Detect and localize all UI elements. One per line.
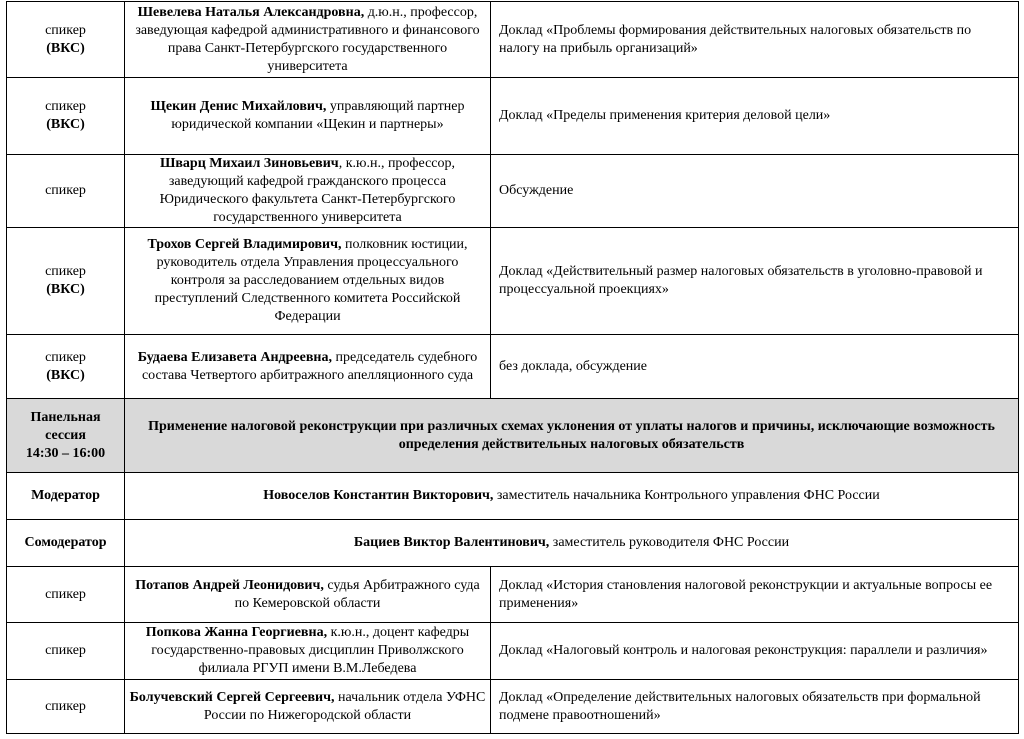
speaker-cell <box>125 2 491 78</box>
speaker-description: полковник юстиции, руководитель отдела Управления процессуального контроля за расследованием отдельных видов преступлений Следственного комитета Российской Федерации <box>154 237 468 324</box>
speaker-row <box>7 335 1019 399</box>
session-label-cell: Панельная сессия 14:30 – 16:00 <box>7 399 125 473</box>
speaker-row <box>7 228 1019 335</box>
speaker-description: , к.ю.н., профессор, заведующий кафедрой гражданского процесса Юридического факультета Санкт-Петербургского государственного университета <box>159 156 456 225</box>
speaker-cell <box>125 680 491 734</box>
speaker-description: д.ю.н., профессор, заведующая кафедрой административного и финансового права Санкт-Петербургского государственного университета <box>135 4 480 74</box>
topic-cell: без доклада, обсуждение <box>491 335 1019 399</box>
speaker-name: Будаева Елизавета Андреевна, <box>137 349 332 365</box>
speaker-cell <box>125 228 491 335</box>
moderator-description: заместитель начальника Контрольного управления ФНС России <box>493 488 880 503</box>
role-cell: спикер <box>7 155 125 228</box>
speaker-name: Потапов Андрей Леонидович, <box>135 577 324 593</box>
topic-cell: Доклад «Налоговый контроль и налоговая реконструкция: параллели и различия» <box>491 623 1019 680</box>
speaker-name: Щекин Денис Михайлович, <box>150 99 327 114</box>
role-cell: спикер (ВКС) <box>7 78 125 155</box>
speaker-name: Болучевский Сергей Сергеевич, <box>129 689 335 705</box>
speaker-cell <box>125 335 491 399</box>
comoderator-description: заместитель руководителя ФНС России <box>549 535 790 550</box>
moderator-row <box>7 473 1019 520</box>
topic-cell: Доклад «Определение действительных налоговых обязательств при формальной подмене правоотношений» <box>491 680 1019 734</box>
role-cell: спикер (ВКС) <box>7 2 125 78</box>
moderator-cell <box>125 473 1019 520</box>
speaker-name: Шевелева Наталья Александровна, <box>137 4 365 20</box>
speaker-cell <box>125 623 491 680</box>
moderator-name: Новоселов Константин Викторович, <box>263 488 494 503</box>
speaker-row <box>7 623 1019 680</box>
speaker-cell <box>125 155 491 228</box>
speaker-description: начальник отдела УФНС России по Нижегородской области <box>203 689 486 723</box>
comoderator-row <box>7 520 1019 567</box>
role-cell: спикер <box>7 623 125 680</box>
role-cell: спикер (ВКС) <box>7 335 125 399</box>
program-table <box>6 1 1019 734</box>
speaker-name: Попкова Жанна Георгиевна, <box>145 625 328 640</box>
role-cell: спикер <box>7 680 125 734</box>
speaker-description: управляющий партнер юридической компании «Щекин и партнеры» <box>171 99 465 132</box>
comoderator-label: Сомодератор <box>7 520 125 567</box>
topic-cell: Доклад «Проблемы формирования действительных налоговых обязательств по налогу на прибыль организаций» <box>491 2 1019 78</box>
speaker-cell <box>125 78 491 155</box>
speaker-description: к.ю.н., доцент кафедры государственно-правовых дисциплин Приволжского филиала РГУП имени В.М.Лебедева <box>151 625 470 676</box>
comoderator-cell <box>125 520 1019 567</box>
role-cell: спикер (ВКС) <box>7 228 125 335</box>
comoderator-name: Бациев Виктор Валентинович, <box>353 535 550 550</box>
speaker-cell <box>125 567 491 623</box>
speaker-name: Шварц Михаил Зиновьевич <box>160 156 339 171</box>
topic-cell: Доклад «Пределы применения критерия деловой цели» <box>491 78 1019 155</box>
topic-cell: Доклад «Действительный размер налоговых обязательств в уголовно-правовой и процессуальной проекциях» <box>491 228 1019 335</box>
session-row <box>7 399 1019 473</box>
speaker-row <box>7 78 1019 155</box>
moderator-label: Модератор <box>7 473 125 520</box>
topic-cell: Доклад «История становления налоговой реконструкции и актуальные вопросы ее применения» <box>491 567 1019 623</box>
speaker-description: судья Арбитражного суда по Кемеровской области <box>234 577 480 611</box>
speaker-description: председатель судебного состава Четвертого арбитражного апелляционного суда <box>141 349 478 383</box>
speaker-name: Трохов Сергей Владимирович, <box>147 237 342 252</box>
topic-cell: Обсуждение <box>491 155 1019 228</box>
speaker-row <box>7 680 1019 734</box>
speaker-row <box>7 567 1019 623</box>
speaker-row <box>7 2 1019 78</box>
role-cell: спикер <box>7 567 125 623</box>
speaker-row <box>7 155 1019 228</box>
session-title: Применение налоговой реконструкции при различных схемах уклонения от уплаты налогов и причины, исключающие возможность определения действительных налоговых обязательств <box>125 399 1019 473</box>
